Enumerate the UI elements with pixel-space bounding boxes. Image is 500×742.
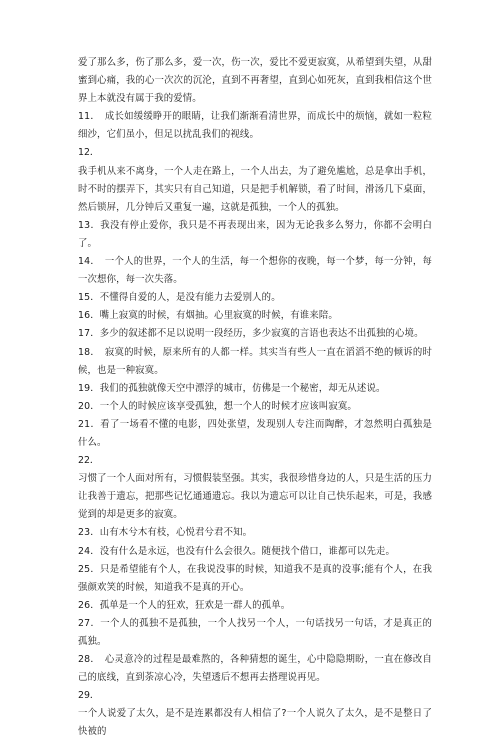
paragraph-27: 27．一个人的孤独不是孤独，一个人找另一个人，一句话找另一句话，才是真正的孤独。	[78, 617, 432, 647]
paragraph-28: 28． 心灵意冷的过程是最难熬的，各种猜想的诞生，心中隐隐期盼，一直在修改自己的底线，直到荼凉心冷，失望透后不想再去搭理说再见。	[78, 654, 432, 684]
paragraph-20: 20．一个人的时候应该享受孤独，想一个人的时候才应该叫寂寞。	[78, 400, 357, 412]
paragraph-intro: 爱了那么多，伤了那么多，爱一次，伤一次，爱比不爱更寂寞，从希望到失望，从甜蜜到心痛，我的心一次次的沉沦，直到不再奢望，直到心如死灰，直到我相信这个世界上本就没有属于我的爱情。	[78, 57, 432, 105]
paragraph-number-22: 22．	[78, 455, 100, 467]
paragraph-16: 16．嘴上寂寞的时候，有烟抽。心里寂寞的时候，有谁来陪。	[78, 310, 338, 322]
paragraph-26: 26．孤单是一个人的狂欢，狂欢是一群人的孤单。	[78, 599, 291, 611]
paragraph-21: 21．看了一场看不懂的电影，四处张望，发现别人专注而陶醉，才忽然明白孤独是什么。	[78, 418, 432, 448]
document-body	[78, 54, 432, 742]
paragraph-11: 11． 成长如缓缓睁开的眼睛，让我们渐渐看清世界，而成长中的烦恼，就如一粒粒细沙，它们虽小，但足以扰乱我们的视线。	[78, 111, 432, 141]
paragraph-25: 25．只是希望能有个人，在我说没事的时候，知道我不是真的没事;能有个人，在我强颜欢笑的时候，知道我不是真的开心。	[78, 563, 432, 593]
paragraph-22: 习惯了一个人面对所有，习惯假装坚强。其实，我很珍惜身边的人，只是生活的压力让我善于遗忘，把那些记忆通通遗忘。我以为遗忘可以让自己快乐起来，可是，我感觉到的却是更多的寂寞。	[78, 473, 432, 521]
paragraph-number-12: 12．	[78, 147, 100, 159]
paragraph-18: 18． 寂寞的时候，原来所有的人都一样。其实当有些人一直在滔滔不绝的倾诉的时候，也是一种寂寞。	[78, 346, 432, 376]
paragraph-12: 我手机从来不离身，一个人走在路上，一个人出去，为了避免尴尬，总是拿出手机，时不时的摆弄下，其实只有自己知道，只是把手机解锁，看了时间，滑汤几下桌面，然后锁屏，几分钟后又重复一遍，这就是孤独，一个人的孤独。	[78, 165, 432, 213]
paragraph-number-29: 29．	[78, 690, 100, 702]
paragraph-23: 23．山有木兮木有枝，心悦君兮君不知。	[78, 527, 253, 539]
paragraph-19: 19．我们的孤独就像天空中漂浮的城市，仿佛是一个秘密，却无从述说。	[78, 382, 386, 394]
paragraph-29: 一个人说爱了太久，是不是连累都没有人相信了?一个人说久了太久，是不是整日了快被的	[78, 708, 432, 738]
paragraph-17: 17．多少的叙述都不足以说明一段经历，多少寂寞的言语也表达不出孤独的心境。	[78, 328, 424, 340]
paragraph-15: 15．不懂得自爱的人，是没有能力去爱别人的。	[78, 292, 281, 304]
paragraph-14: 14． 一个人的世界，一个人的生活，每一个想你的夜晚，每一个梦，每一分钟，每一次想你，每一次失落。	[78, 256, 432, 286]
paragraph-24: 24．没有什么是永远，也没有什么会很久。随便找个借口，谁都可以先走。	[78, 545, 396, 557]
paragraph-13: 13．我没有停止爱你，我只是不再表现出来，因为无论我多么努力，你都不会明白了。	[78, 219, 432, 249]
